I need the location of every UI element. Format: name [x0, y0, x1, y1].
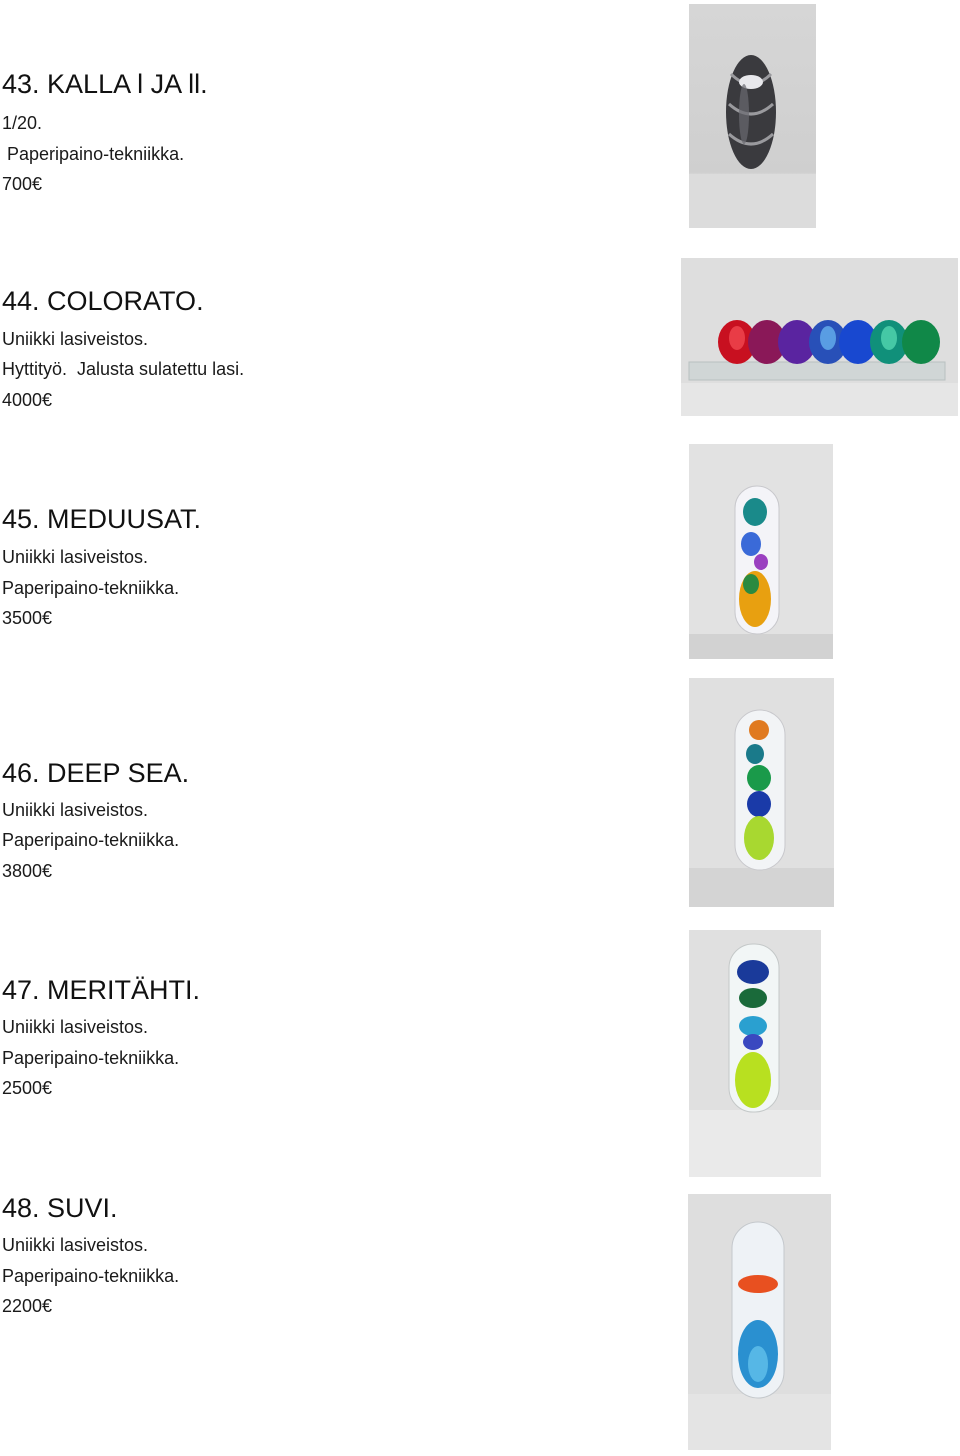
item-title: 48. SUVI. — [2, 1193, 118, 1223]
item-description: Uniikki lasiveistos. — [2, 329, 149, 349]
meduusat-photo — [689, 444, 833, 659]
item-technique: Paperipaino-tekniikka. — [2, 1048, 180, 1068]
suvi-photo — [688, 1194, 831, 1450]
item-price: 4000€ — [2, 390, 53, 410]
item-technique: Paperipaino-tekniikka. — [2, 144, 185, 164]
item-price: 3800€ — [2, 861, 53, 881]
item-description: Uniikki lasiveistos. — [2, 1017, 149, 1037]
item-title: 45. MEDUUSAT. — [2, 504, 202, 534]
deep-sea-photo — [689, 678, 834, 907]
colorato-photo — [681, 258, 958, 416]
item-price: 700€ — [2, 174, 43, 194]
item-technique: Paperipaino-tekniikka. — [2, 830, 180, 850]
item-edition: 1/20. — [2, 113, 43, 133]
kalla-photo — [689, 4, 816, 228]
item-price: 2500€ — [2, 1078, 53, 1098]
item-title: 43. KALLA l JA ll. — [2, 69, 208, 99]
item-technique: Hyttityö. Jalusta sulatettu lasi. — [2, 359, 245, 379]
item-description: Uniikki lasiveistos. — [2, 1235, 149, 1255]
item-description: Uniikki lasiveistos. — [2, 800, 149, 820]
item-technique: Paperipaino-tekniikka. — [2, 578, 180, 598]
item-title: 44. COLORATO. — [2, 286, 204, 316]
meritahti-photo — [689, 930, 821, 1177]
item-title: 46. DEEP SEA. — [2, 758, 190, 788]
item-price: 2200€ — [2, 1296, 53, 1316]
item-technique: Paperipaino-tekniikka. — [2, 1266, 180, 1286]
item-price: 3500€ — [2, 608, 53, 628]
item-description: Uniikki lasiveistos. — [2, 547, 149, 567]
item-title: 47. MERITÄHTI. — [2, 975, 201, 1005]
